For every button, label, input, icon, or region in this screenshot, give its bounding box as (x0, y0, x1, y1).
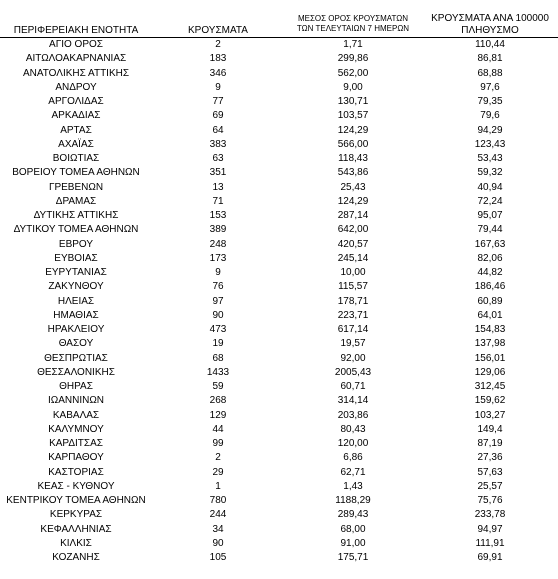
cell-cases: 346 (209, 67, 227, 79)
cell-cases: 97 (212, 295, 224, 307)
cell-cases: 90 (212, 309, 224, 321)
cell-cases: 1433 (206, 366, 230, 378)
cell-cases: 473 (209, 324, 227, 335)
cell-per-100000: 156,01 (474, 352, 506, 364)
table-row (0, 423, 558, 437)
cell-cases: 13 (212, 181, 224, 193)
cell-cases: 129 (209, 409, 227, 421)
cell-seven-day-average: 92,00 (340, 352, 366, 364)
cell-seven-day-average: 314,14 (337, 395, 369, 407)
cell-per-100000: 79,44 (477, 224, 503, 236)
cell-seven-day-average: 566,00 (337, 138, 369, 150)
cell-seven-day-average: 223,71 (337, 309, 369, 321)
cell-seven-day-average: 80,43 (340, 423, 366, 435)
table-row (0, 280, 558, 294)
cell-region: ΚΕΦΑΛΛΗΝΙΑΣ (40, 523, 112, 535)
header-per-100000 (422, 13, 558, 37)
table-row (0, 466, 558, 480)
table-row (0, 138, 558, 152)
header-cases: ΚΡΟΥΣΜΑΤΑ (188, 25, 248, 36)
cell-region: ΘΕΣΠΡΩΤΙΑΣ (44, 352, 108, 364)
header-per-line2: ΠΛΗΘΥΣΜΟ (461, 25, 519, 36)
table-row (0, 266, 558, 280)
table-row (0, 109, 558, 123)
cell-cases: 268 (209, 395, 227, 407)
cell-seven-day-average: 562,00 (337, 67, 369, 79)
cell-region: ΗΡΑΚΛΕΙΟΥ (47, 324, 105, 335)
cell-per-100000: 79,35 (477, 96, 503, 107)
cell-per-100000: 27,36 (477, 452, 503, 464)
table-row (0, 366, 558, 380)
cell-cases: 71 (212, 195, 224, 207)
cell-seven-day-average: 120,00 (337, 438, 369, 449)
cell-per-100000: 86,81 (477, 53, 503, 65)
cell-cases: 59 (212, 381, 224, 392)
cell-cases: 780 (209, 495, 227, 506)
cell-region: ΖΑΚΥΝΘΟΥ (48, 281, 104, 293)
cell-per-100000: 44,82 (477, 267, 503, 278)
table-row (0, 223, 558, 237)
cell-region: ΕΥΒΟΙΑΣ (54, 252, 98, 264)
header-avg-line2: ΤΩΝ ΤΕΛΕΥΤΑΙΩΝ 7 ΗΜΕΡΩΝ (296, 24, 410, 33)
cell-cases: 77 (212, 96, 224, 107)
table-row (0, 38, 558, 52)
table-row (0, 166, 558, 180)
cell-per-100000: 53,43 (477, 153, 503, 164)
table-row (0, 437, 558, 451)
cell-cases: 29 (212, 466, 224, 478)
cell-cases: 34 (212, 523, 224, 535)
cell-region: ΑΡΓΟΛΙΔΑΣ (48, 96, 104, 107)
cell-cases: 183 (209, 53, 227, 65)
table-row (0, 380, 558, 394)
cell-seven-day-average: 68,00 (340, 523, 366, 535)
cell-cases: 248 (209, 238, 227, 250)
cell-region: ΚΙΛΚΙΣ (60, 537, 92, 549)
cell-per-100000: 154,83 (474, 324, 506, 335)
cell-seven-day-average: 245,14 (337, 252, 369, 264)
table-row (0, 337, 558, 351)
cell-seven-day-average: 60,71 (340, 381, 366, 392)
cell-region: ΚΑΣΤΟΡΙΑΣ (48, 466, 104, 478)
header-region: ΠΕΡΙΦΕΡΕΙΑΚΗ ΕΝΟΤΗΤΑ (13, 25, 139, 36)
cell-per-100000: 94,97 (477, 523, 503, 535)
table-row (0, 494, 558, 508)
cell-seven-day-average: 103,57 (337, 110, 369, 122)
cell-seven-day-average: 91,00 (340, 537, 366, 549)
cell-region: ΔΥΤΙΚΟΥ ΤΟΜΕΑ ΑΘΗΝΩΝ (13, 224, 139, 236)
cell-seven-day-average: 178,71 (337, 295, 369, 307)
table-row (0, 81, 558, 95)
table-row (0, 480, 558, 494)
table-row (0, 508, 558, 522)
cell-seven-day-average: 1,71 (343, 39, 363, 50)
table-row (0, 523, 558, 537)
cell-seven-day-average: 19,57 (340, 338, 366, 350)
table-row (0, 209, 558, 223)
cell-per-100000: 149,4 (477, 423, 503, 435)
cell-region: ΓΡΕΒΕΝΩΝ (48, 181, 104, 193)
cell-region: ΑΡΤΑΣ (60, 124, 92, 136)
cell-seven-day-average: 203,86 (337, 409, 369, 421)
cell-per-100000: 72,24 (477, 195, 503, 207)
cell-region: ΑΓΙΟ ΟΡΟΣ (49, 39, 103, 50)
cell-per-100000: 167,63 (474, 238, 506, 250)
cell-per-100000: 25,57 (477, 480, 503, 492)
cell-cases: 64 (212, 124, 224, 136)
table-header (0, 0, 558, 37)
cell-seven-day-average: 287,14 (337, 210, 369, 221)
cell-cases: 383 (209, 138, 227, 150)
cell-region: ΚΟΖΑΝΗΣ (52, 552, 100, 563)
table-row (0, 551, 558, 565)
cell-cases: 173 (209, 252, 227, 264)
cell-region: ΚΕΑΣ - ΚΥΘΝΟΥ (37, 480, 115, 492)
cell-per-100000: 110,44 (475, 39, 505, 50)
table-row (0, 309, 558, 323)
cell-region: ΑΧΑΪΑΣ (58, 138, 94, 150)
cell-seven-day-average: 1,43 (343, 480, 363, 492)
cell-per-100000: 137,98 (474, 338, 506, 350)
cell-per-100000: 68,88 (477, 67, 503, 79)
cell-region: ΑΝΑΤΟΛΙΚΗΣ ΑΤΤΙΚΗΣ (22, 67, 130, 79)
cell-cases: 351 (209, 167, 227, 179)
cell-per-100000: 97,6 (480, 81, 500, 93)
table-row (0, 451, 558, 465)
cell-per-100000: 79,6 (480, 110, 500, 122)
cell-region: ΘΕΣΣΑΛΟΝΙΚΗΣ (37, 366, 115, 378)
cell-region: ΔΡΑΜΑΣ (55, 195, 97, 207)
cell-seven-day-average: 115,57 (338, 281, 368, 293)
cell-per-100000: 186,46 (474, 281, 506, 293)
cell-cases: 69 (212, 110, 224, 122)
cell-per-100000: 57,63 (477, 466, 503, 478)
cell-seven-day-average: 289,43 (337, 509, 369, 521)
cell-seven-day-average: 130,71 (337, 96, 369, 107)
cell-per-100000: 94,29 (477, 124, 503, 136)
table-row (0, 67, 558, 81)
cell-seven-day-average: 10,00 (340, 267, 366, 278)
cell-seven-day-average: 1188,29 (335, 495, 371, 506)
cell-seven-day-average: 62,71 (340, 466, 366, 478)
cell-per-100000: 69,91 (477, 552, 503, 563)
cell-region: ΔΥΤΙΚΗΣ ΑΤΤΙΚΗΣ (33, 210, 119, 221)
cell-seven-day-average: 9,00 (343, 81, 363, 93)
cell-seven-day-average: 2005,43 (334, 366, 372, 378)
cell-per-100000: 59,32 (477, 167, 503, 179)
cell-seven-day-average: 6,86 (343, 452, 363, 464)
cell-region: ΗΜΑΘΙΑΣ (53, 309, 99, 321)
cell-region: ΚΕΝΤΡΙΚΟΥ ΤΟΜΕΑ ΑΘΗΝΩΝ (6, 495, 146, 506)
cell-cases: 68 (212, 352, 224, 364)
cell-region: ΒΟΡΕΙΟΥ ΤΟΜΕΑ ΑΘΗΝΩΝ (12, 167, 140, 179)
cell-per-100000: 111,91 (475, 537, 505, 549)
cell-region: ΕΒΡΟΥ (58, 238, 94, 250)
table-row (0, 409, 558, 423)
cell-cases: 105 (209, 552, 227, 563)
table-row (0, 295, 558, 309)
cell-cases: 389 (209, 224, 227, 236)
header-per-line1: ΚΡΟΥΣΜΑΤΑ ΑΝΑ 100000 (431, 13, 549, 24)
cell-region: ΘΗΡΑΣ (59, 381, 93, 392)
cell-per-100000: 64,01 (477, 309, 503, 321)
cell-cases: 1 (215, 480, 221, 492)
cell-per-100000: 123,43 (474, 138, 506, 150)
cell-seven-day-average: 617,14 (337, 324, 369, 335)
cell-per-100000: 159,62 (474, 395, 506, 407)
cell-region: ΘΑΣΟΥ (58, 338, 94, 350)
cell-seven-day-average: 175,71 (337, 552, 369, 563)
cell-cases: 2 (215, 452, 221, 464)
cell-cases: 153 (209, 210, 227, 221)
cell-region: ΚΑΛΥΜΝΟΥ (48, 423, 104, 435)
table-row (0, 181, 558, 195)
cell-cases: 9 (215, 81, 221, 93)
cell-per-100000: 129,06 (474, 366, 506, 378)
cell-region: ΚΕΡΚΥΡΑΣ (49, 509, 103, 521)
cell-cases: 44 (212, 423, 224, 435)
cell-region: ΕΥΡΥΤΑΝΙΑΣ (45, 267, 107, 278)
cell-seven-day-average: 118,43 (338, 153, 368, 164)
cell-cases: 19 (212, 338, 224, 350)
cell-region: ΚΑΡΠΑΘΟΥ (48, 452, 104, 464)
cell-cases: 76 (212, 281, 224, 293)
table-row (0, 124, 558, 138)
cell-region: ΚΑΒΑΛΑΣ (52, 409, 100, 421)
cell-seven-day-average: 124,29 (337, 195, 369, 207)
cell-cases: 90 (212, 537, 224, 549)
table-row (0, 323, 558, 337)
cell-per-100000: 75,76 (477, 495, 503, 506)
cell-cases: 2 (215, 39, 221, 50)
cell-region: ΙΩΑΝΝΙΝΩΝ (47, 395, 105, 407)
cell-per-100000: 60,89 (477, 295, 503, 307)
cell-cases: 9 (215, 267, 221, 278)
cell-region: ΚΑΡΔΙΤΣΑΣ (49, 438, 103, 449)
table-row (0, 352, 558, 366)
cell-cases: 99 (212, 438, 224, 449)
header-avg-line1: ΜΕΣΟΣ ΟΡΟΣ ΚΡΟΥΣΜΑΤΩΝ (297, 14, 409, 23)
cell-seven-day-average: 25,43 (340, 181, 366, 193)
cell-per-100000: 95,07 (477, 210, 503, 221)
cell-seven-day-average: 543,86 (337, 167, 369, 179)
cell-per-100000: 87,19 (477, 438, 503, 449)
cell-region: ΒΟΙΩΤΙΑΣ (52, 153, 100, 164)
cell-seven-day-average: 420,57 (337, 238, 369, 250)
cell-region: ΗΛΕΙΑΣ (57, 295, 95, 307)
header-seven-day-average (284, 14, 422, 34)
cell-cases: 63 (212, 153, 224, 164)
table-row (0, 52, 558, 66)
table-row (0, 238, 558, 252)
table-body (0, 38, 558, 565)
cell-per-100000: 103,27 (474, 409, 506, 421)
table-row (0, 152, 558, 166)
cell-per-100000: 312,45 (474, 381, 506, 392)
cell-seven-day-average: 124,29 (337, 124, 369, 136)
cell-per-100000: 40,94 (477, 181, 503, 193)
cell-region: ΑΝΔΡΟΥ (55, 81, 97, 93)
cell-per-100000: 233,78 (474, 509, 506, 521)
cell-cases: 244 (209, 509, 227, 521)
table-row (0, 252, 558, 266)
cell-region: ΑΙΤΩΛΟΑΚΑΡΝΑΝΙΑΣ (25, 53, 127, 65)
table-row (0, 537, 558, 551)
table-row (0, 95, 558, 109)
cell-seven-day-average: 299,86 (337, 53, 369, 65)
cell-region: ΑΡΚΑΔΙΑΣ (51, 110, 101, 122)
table-row (0, 394, 558, 408)
cell-per-100000: 82,06 (477, 252, 503, 264)
cell-seven-day-average: 642,00 (337, 224, 369, 236)
table-row (0, 195, 558, 209)
